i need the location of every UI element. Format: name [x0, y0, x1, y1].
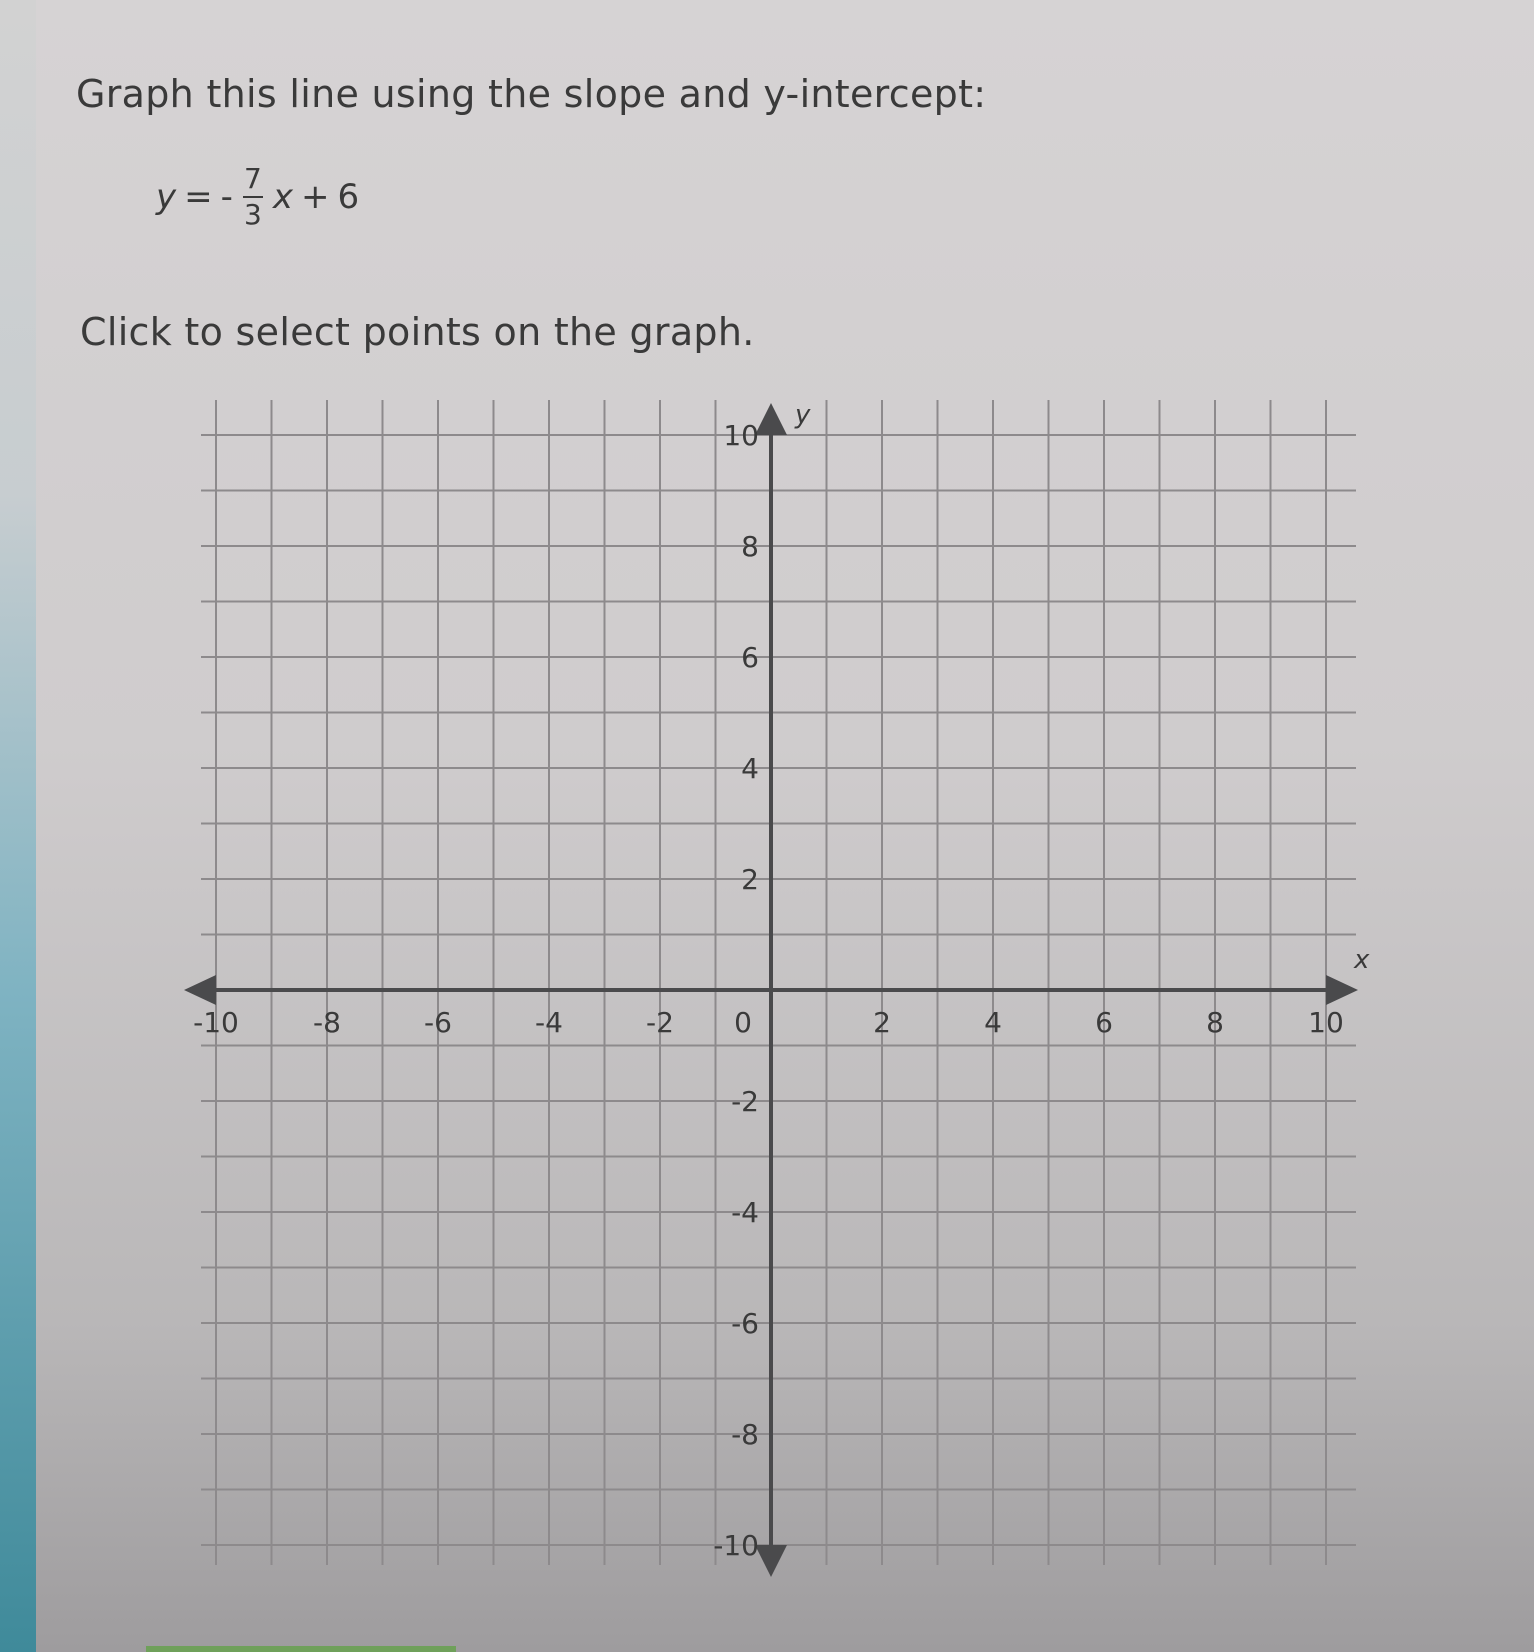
- x-tick-label: -6: [424, 1006, 452, 1039]
- x-tick-label: 2: [873, 1006, 891, 1039]
- window-edge: [0, 0, 36, 1652]
- x-tick-label: 6: [1095, 1006, 1113, 1039]
- y-tick-label: 6: [741, 641, 759, 674]
- x-tick-label: 10: [1308, 1006, 1344, 1039]
- y-tick-label: 10: [723, 419, 759, 452]
- y-tick-label: -2: [731, 1085, 759, 1118]
- y-axis-arrow-up-icon: [755, 403, 787, 435]
- y-axis-arrow-down-icon: [755, 1545, 787, 1577]
- y-tick-label: -8: [731, 1418, 759, 1451]
- x-tick-label: -8: [313, 1006, 341, 1039]
- y-tick-label: 2: [741, 863, 759, 896]
- equation-plus: +: [301, 177, 330, 217]
- x-tick-label: 4: [984, 1006, 1002, 1039]
- x-axis-label: x: [1354, 945, 1370, 975]
- graph-canvas[interactable]: [176, 390, 1406, 1562]
- slope-fraction: [243, 162, 263, 231]
- equation-variable: x: [272, 177, 294, 217]
- x-tick-label: 8: [1206, 1006, 1224, 1039]
- instruction-text: Click to select points on the graph.: [80, 310, 755, 354]
- equation-sign: -: [220, 177, 233, 217]
- question-prompt: Graph this line using the slope and y-intercept:: [76, 72, 987, 116]
- equation: [156, 162, 360, 231]
- x-tick-label: -4: [535, 1006, 563, 1039]
- bottom-button-edge: [146, 1646, 456, 1652]
- y-tick-label: -4: [731, 1196, 759, 1229]
- equation-equals: =: [184, 177, 213, 217]
- x-tick-label: -10: [193, 1006, 239, 1039]
- slope-numerator: 7: [243, 162, 262, 195]
- x-tick-label: 0: [734, 1006, 752, 1039]
- x-tick-label: -2: [646, 1006, 674, 1039]
- question-page: [36, 0, 1534, 1652]
- slope-denominator: 3: [243, 198, 262, 231]
- x-axis-arrow-right-icon: [1326, 975, 1358, 1005]
- x-axis-arrow-left-icon: [184, 975, 216, 1005]
- y-tick-label: 4: [741, 752, 759, 785]
- equation-constant: 6: [337, 177, 360, 217]
- y-tick-label: 8: [741, 530, 759, 563]
- y-axis-label: y: [795, 400, 811, 430]
- coordinate-graph[interactable]: [176, 390, 1406, 1562]
- y-tick-label: -10: [713, 1529, 759, 1562]
- y-tick-label: -6: [731, 1307, 759, 1340]
- equation-lhs: y: [156, 177, 177, 217]
